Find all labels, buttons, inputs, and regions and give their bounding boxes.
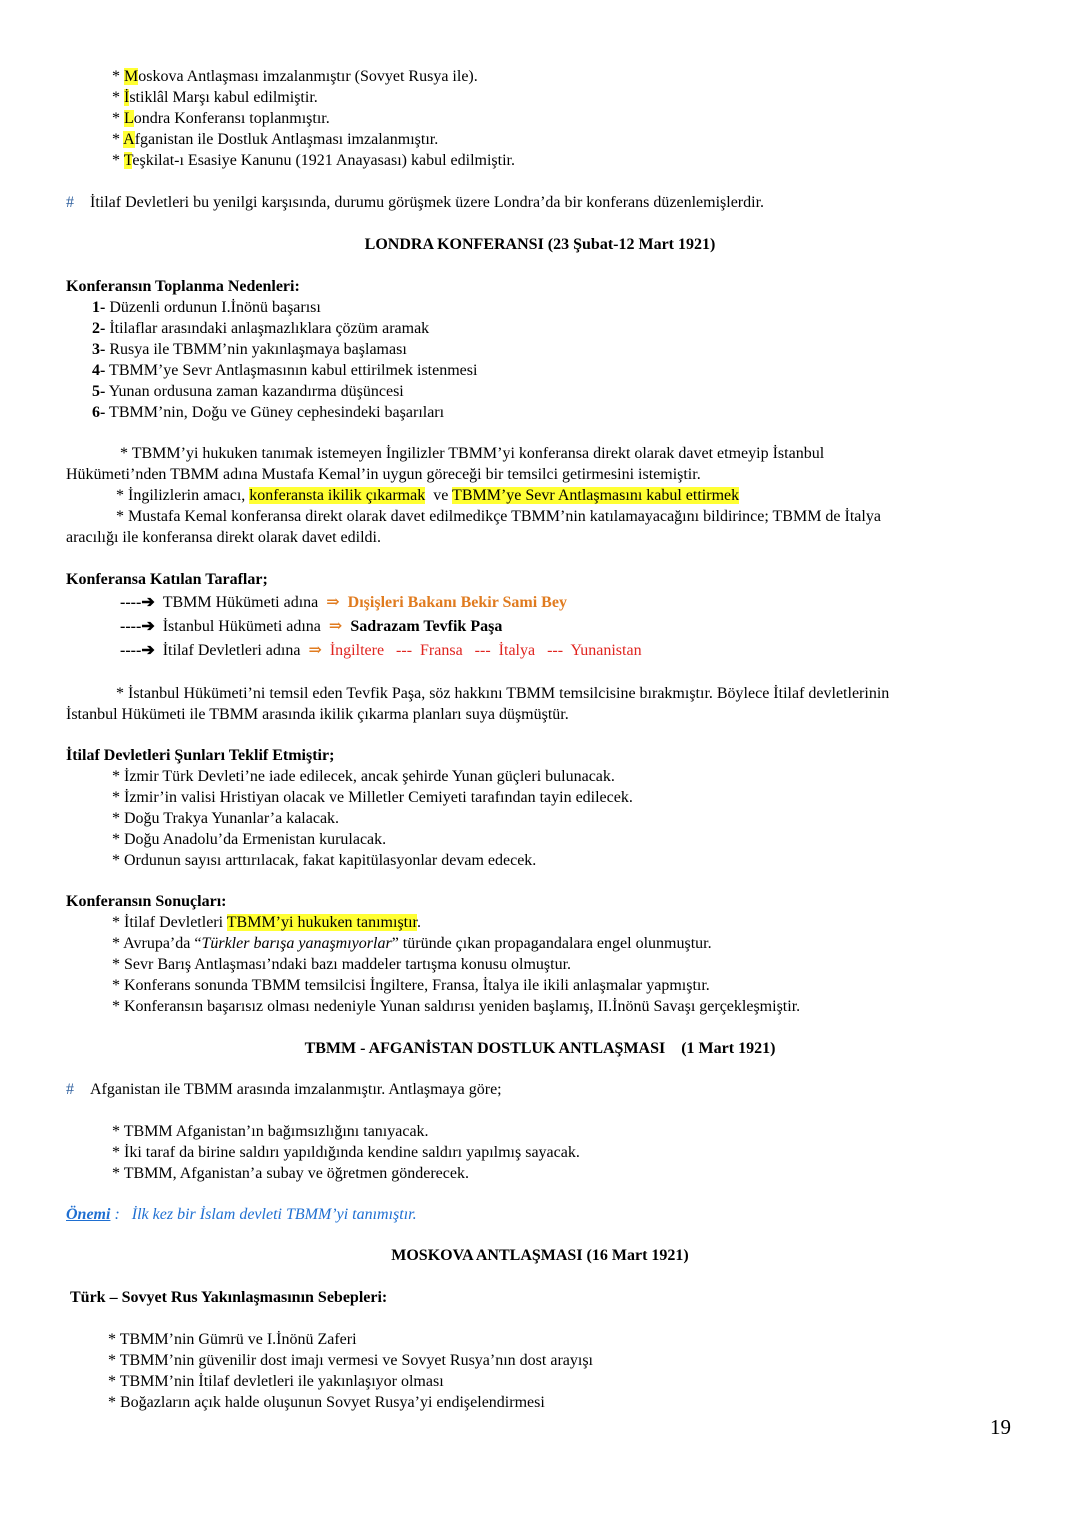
- paragraph-line: Hükümeti’nden TBMM adına Mustafa Kemal’in uygun göreceği bir temsilci getirmesini istemiştir.: [66, 466, 701, 483]
- result-item: * İtilaf Devletleri TBMM’yi hukuken tanımıştır.: [112, 914, 421, 931]
- intro-item: * Londra Konferansı toplanmıştır.: [112, 110, 330, 127]
- section-title-moscow: MOSKOVA ANTLAŞMASI (16 Mart 1921): [391, 1247, 689, 1264]
- paragraph-line: * TBMM’yi hukuken tanımak istemeyen İngilizler TBMM’yi konferansa direkt olarak davet etmeyip İstanbul: [120, 445, 825, 462]
- result-item: * Konferansın başarısız olması nedeniyle Yunan saldırısı yeniden başlamış, II.İnönü Savaşı gerçekleşmiştir.: [112, 998, 801, 1015]
- party-line: ----➔ İstanbul Hükümeti adına ⇒ Sadrazam Tevfik Paşa: [120, 618, 503, 635]
- page-number: 19: [990, 1415, 1011, 1439]
- implies-icon: ⇒: [308, 642, 322, 659]
- afghan-item: * TBMM Afganistan’ın bağımsızlığını tanıyacak.: [112, 1123, 429, 1140]
- paragraph-line: * İstanbul Hükümeti’ni temsil eden Tevfik Paşa, söz hakkını TBMM temsilcisine bırakmıştır. Böylece İtilaf devletlerinin: [116, 685, 890, 702]
- hash-marker: #: [66, 1081, 74, 1098]
- party-line: ----➔ İtilaf Devletleri adına ⇒ İngiltere --- Fransa --- İtalya --- Yunanistan: [120, 642, 642, 659]
- importance-line: Önemi : İlk kez bir İslam devleti TBMM’yi tanımıştır.: [66, 1206, 417, 1223]
- offers-heading: İtilaf Devletleri Şunları Teklif Etmiştir;: [66, 747, 335, 764]
- reason-item: 6- TBMM’nin, Doğu ve Güney cephesindeki başarıları: [92, 404, 445, 421]
- intro-item: * İstiklâl Marşı kabul edilmiştir.: [112, 89, 318, 106]
- intro-note: # İtilaf Devletleri bu yenilgi karşısında, durumu görüşmek üzere Londra’da bir konferans düzenlemişlerdir.: [66, 194, 765, 211]
- results-heading: Konferansın Sonuçları:: [66, 893, 227, 910]
- moscow-item: * Boğazların açık halde oluşunun Sovyet Rusya’yi endişelendirmesi: [108, 1394, 545, 1411]
- reason-item: 1- Düzenli ordunun I.İnönü başarısı: [92, 299, 321, 316]
- afghan-item: * İki taraf da birine saldırı yapıldığında kendine saldırı yapılmış sayacak.: [112, 1144, 580, 1161]
- intro-item: * Afganistan ile Dostluk Antlaşması imzalanmıştır.: [112, 131, 439, 148]
- parties-heading: Konferansa Katılan Taraflar;: [66, 571, 268, 588]
- highlight: TBMM’yi hukuken tanımıştır: [226, 914, 417, 931]
- intro-item: * Moskova Antlaşması imzalanmıştır (Sovyet Rusya ile).: [112, 68, 478, 85]
- reasons-heading: Konferansın Toplanma Nedenleri:: [66, 278, 300, 295]
- arrow-icon: ----➔: [120, 618, 155, 635]
- arrow-icon: ----➔: [120, 594, 155, 611]
- offer-item: * Doğu Anadolu’da Ermenistan kurulacak.: [112, 831, 387, 848]
- highlight: TBMM’ye Sevr Antlaşmasını kabul ettirmek: [452, 487, 740, 504]
- hash-marker: #: [66, 194, 74, 211]
- result-item: * Sevr Barış Antlaşması’ndaki bazı maddeler tartışma konusu olmuştur.: [112, 956, 572, 973]
- paragraph-line: aracılığı ile konferansa direkt olarak davet edildi.: [66, 529, 381, 546]
- reason-item: 4- TBMM’ye Sevr Antlaşmasının kabul ettirilmek istenmesi: [92, 362, 478, 379]
- moscow-item: * TBMM’nin Gümrü ve I.İnönü Zaferi: [108, 1331, 357, 1348]
- moscow-item: * TBMM’nin güvenilir dost imajı vermesi ve Sovyet Rusya’nın dost arayışı: [108, 1352, 593, 1369]
- implies-icon: ⇒: [326, 594, 340, 611]
- party-line: ----➔ TBMM Hükümeti adına ⇒ Dışişleri Bakanı Bekir Sami Bey: [120, 594, 567, 611]
- paragraph-line: İstanbul Hükümeti ile TBMM arasında ikilik çıkarma planları suya düşmüştür.: [66, 706, 569, 723]
- arrow-icon: ----➔: [120, 642, 155, 659]
- afghan-item: * TBMM, Afganistan’a subay ve öğretmen gönderecek.: [112, 1165, 469, 1182]
- implies-icon: ⇒: [328, 618, 343, 635]
- afghan-intro: # Afganistan ile TBMM arasında imzalanmıştır. Antlaşmaya göre;: [66, 1081, 502, 1098]
- highlight: konferansta ikilik çıkarmak: [249, 487, 426, 504]
- section-title-london: LONDRA KONFERANSI (23 Şubat-12 Mart 1921): [364, 236, 716, 253]
- paragraph-line: * Mustafa Kemal konferansa direkt olarak davet edilmedikçe TBMM’nin katılamayacağını bildirince; TBMM de İtalya: [116, 508, 881, 525]
- moscow-item: * TBMM’nin İtilaf devletleri ile yakınlaşıyor olması: [108, 1373, 444, 1390]
- result-item: * Konferans sonunda TBMM temsilcisi İngiltere, Fransa, İtalya ile ikili anlaşmalar yapmıştır.: [112, 977, 710, 994]
- reason-item: 3- Rusya ile TBMM’nin yakınlaşmaya başlaması: [92, 341, 407, 358]
- section-title-afghan: TBMM - AFGANİSTAN DOSTLUK ANTLAŞMASI (1 Mart 1921): [304, 1040, 776, 1057]
- moscow-heading: Türk – Sovyet Rus Yakınlaşmasının Sebepleri:: [70, 1289, 388, 1306]
- reason-item: 5- Yunan ordusuna zaman kazandırma düşüncesi: [92, 383, 404, 400]
- reason-item: 2- İtilaflar arasındaki anlaşmazlıklara çözüm aramak: [92, 320, 430, 337]
- offer-item: * Doğu Trakya Yunanlar’a kalacak.: [112, 810, 340, 827]
- offer-item: * Ordunun sayısı arttırılacak, fakat kapitülasyonlar devam edecek.: [112, 852, 537, 869]
- result-item: * Avrupa’da “Türkler barışa yanaşmıyorlar” türünde çıkan propagandalara engel olunmuştur.: [112, 935, 712, 952]
- intro-item: * Teşkilat-ı Esasiye Kanunu (1921 Anayasası) kabul edilmiştir.: [112, 152, 515, 169]
- offer-item: * İzmir’in valisi Hristiyan olacak ve Milletler Cemiyeti tarafından tayin edilecek.: [112, 789, 633, 806]
- aim-line: * İngilizlerin amacı, konferansta ikilik çıkarmak ve TBMM’ye Sevr Antlaşmasını kabul ettirmek: [116, 487, 740, 504]
- offer-item: * İzmir Türk Devleti’ne iade edilecek, ancak şehirde Yunan güçleri bulunacak.: [112, 768, 615, 785]
- importance-label: Önemi: [66, 1206, 111, 1223]
